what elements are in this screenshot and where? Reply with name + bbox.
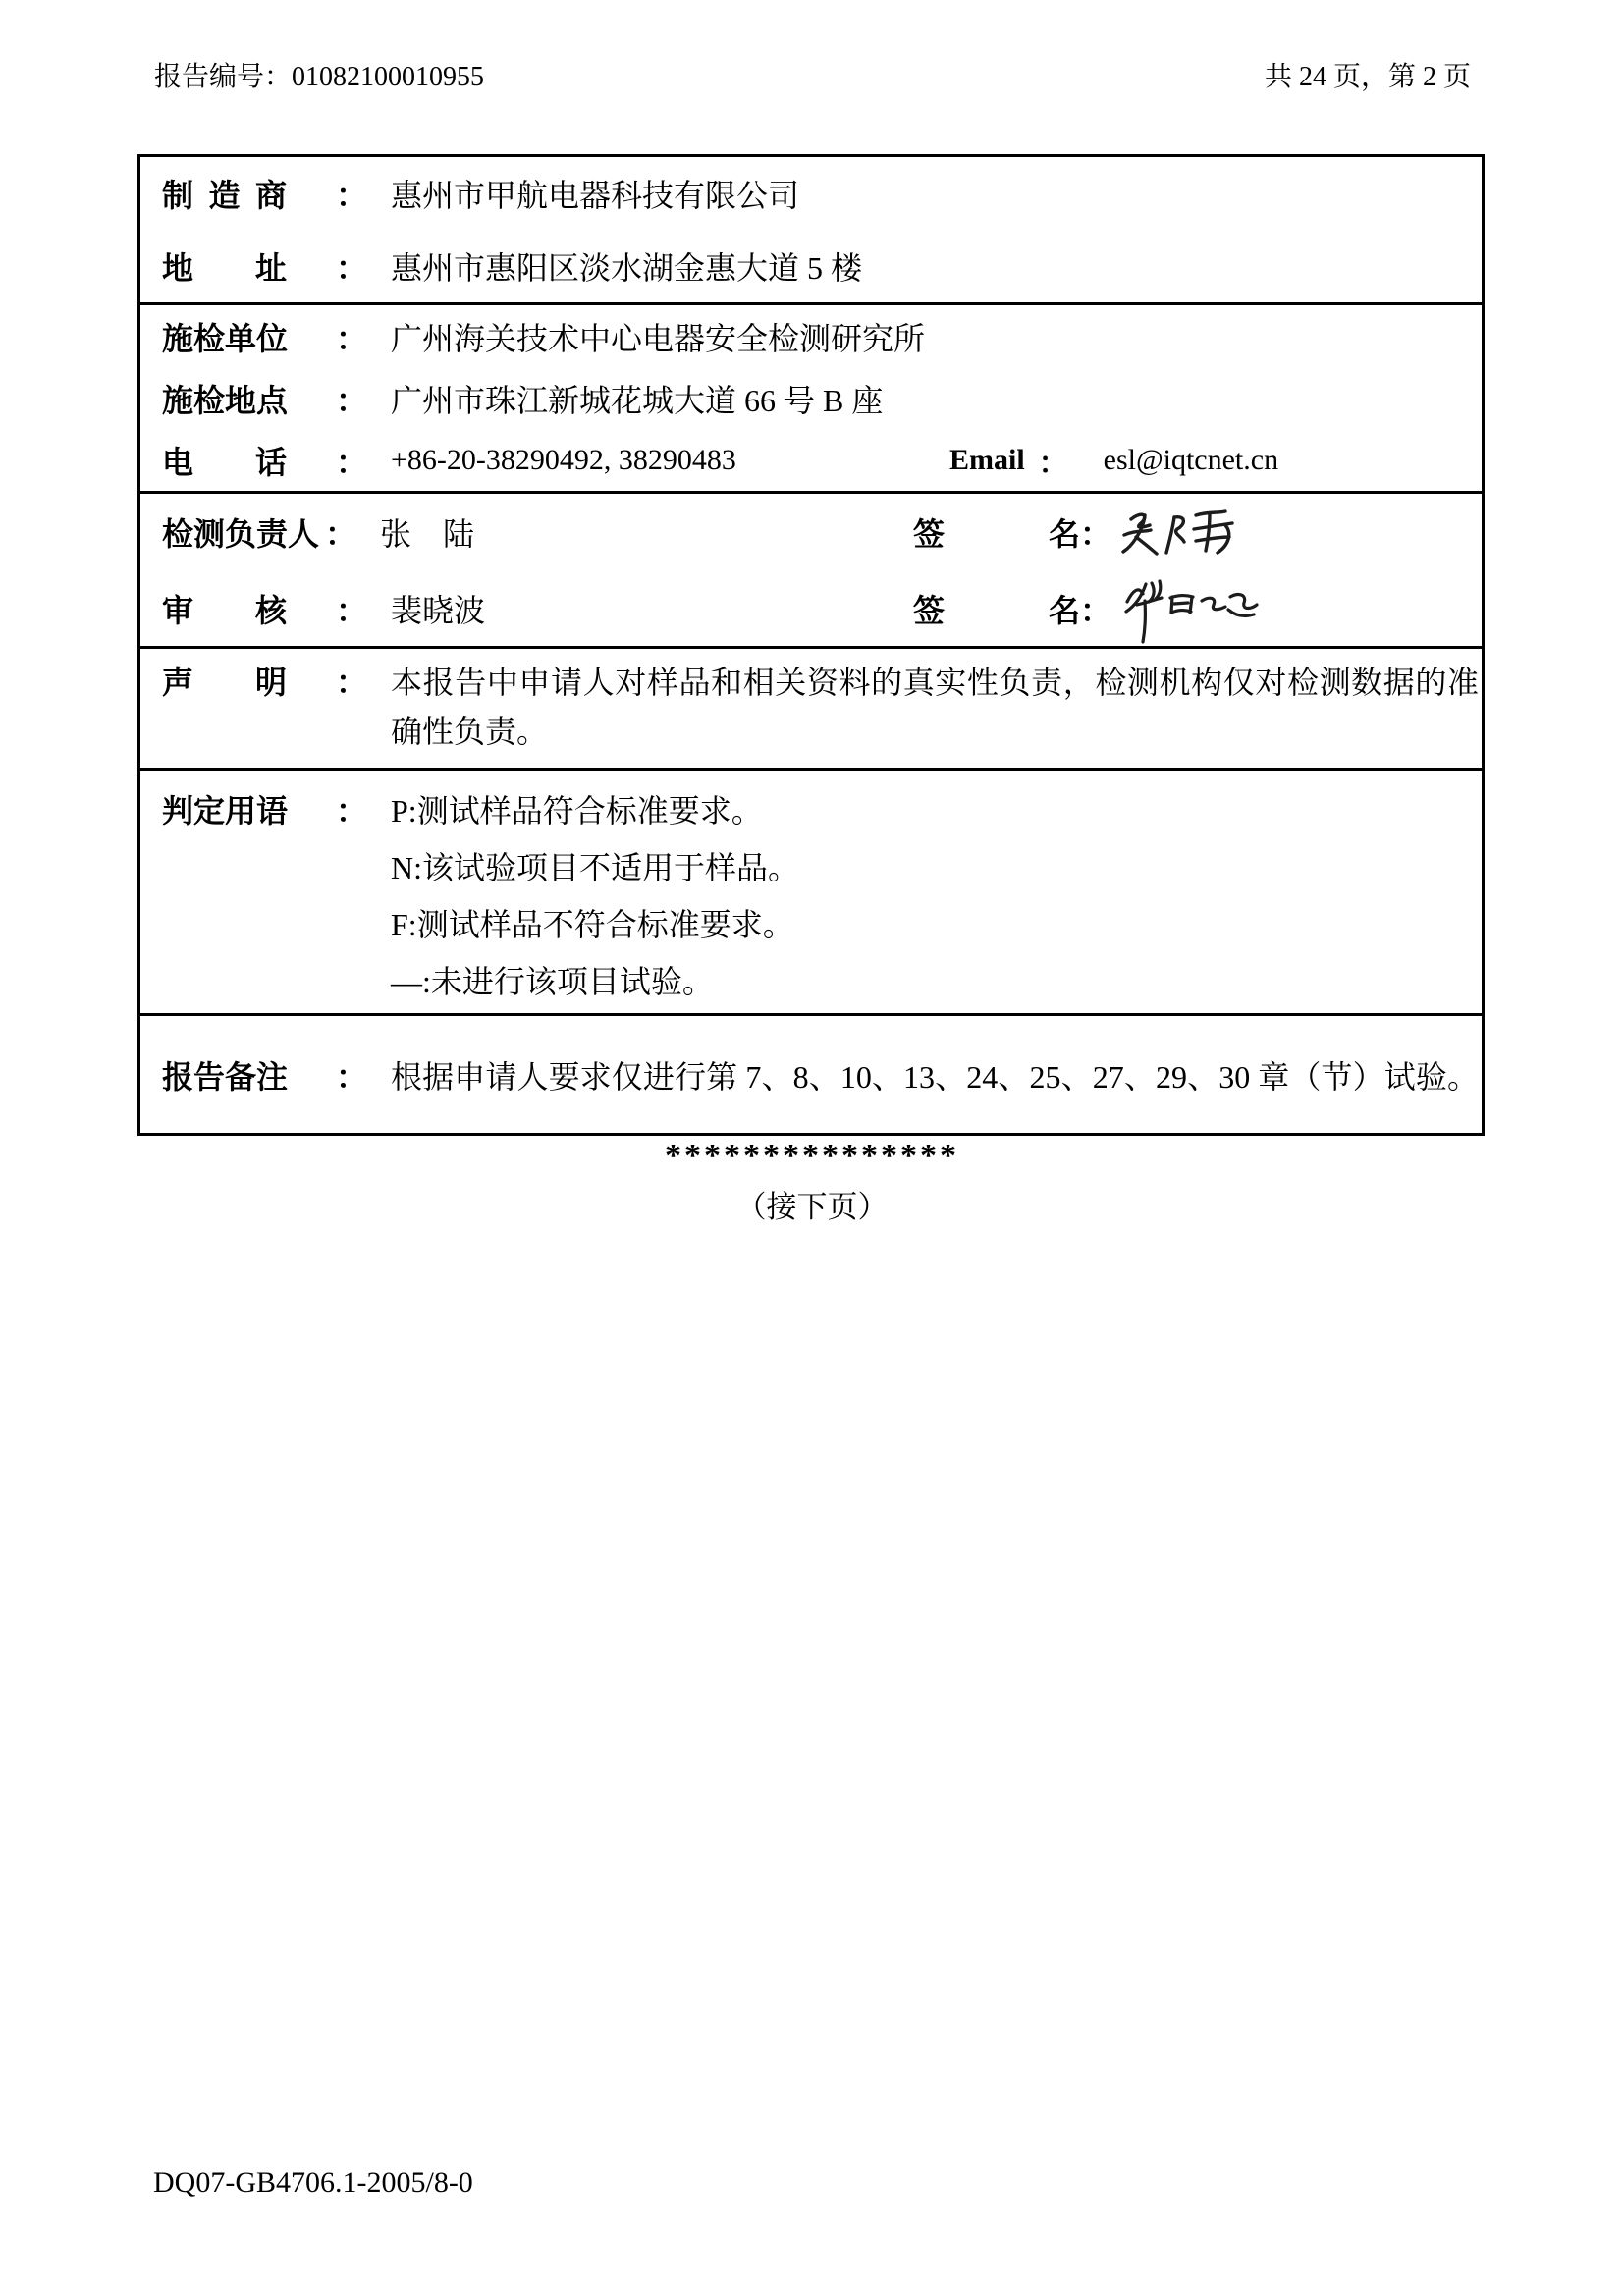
address-label: 地址 (162, 250, 287, 286)
statement-row (140, 649, 1482, 768)
colon: ： (336, 592, 368, 628)
colon: ： (336, 793, 368, 828)
inspection-unit-value: 广州海关技术中心电器安全检测研究所 (391, 320, 926, 356)
colon: ： (336, 250, 368, 286)
section-signatures (140, 491, 1482, 646)
phone-value: +86-20-38290492, 38290483 (391, 443, 736, 476)
phone-row (140, 429, 1482, 491)
manufacturer-row (140, 157, 1482, 230)
colon: ： (336, 382, 368, 418)
colon: ： (1080, 592, 1112, 628)
inspection-place-label: 施检地点 (162, 382, 289, 418)
test-leader-row (140, 494, 1482, 570)
remark-value: 根据申请人要求仅进行第 7、8、10、13、24、25、27、29、30 章（节）试验。 (391, 1058, 1479, 1095)
report-number-value: 01082100010955 (292, 62, 485, 92)
verdict-item-pass: P:测试样品符合标准要求。 (391, 793, 763, 828)
section-statement (140, 646, 1482, 768)
section-inspection (140, 302, 1482, 491)
address-value: 惠州市惠阳区淡水湖金惠大道 5 楼 (391, 250, 863, 286)
signature-test-leader-image (1115, 507, 1243, 558)
remark-row (140, 1016, 1482, 1133)
verdict-item-not-tested: —:未进行该项目试验。 (391, 964, 714, 999)
reviewer-label: 审核 (162, 592, 287, 628)
colon: ： (336, 178, 368, 213)
stars-separator: *************** (665, 1138, 959, 1174)
address-row (140, 230, 1482, 302)
page-count: 共 24 页，第 2 页 (1264, 62, 1471, 92)
inspection-place-value: 广州市珠江新城花城大道 66 号 B 座 (391, 382, 884, 418)
reviewer-row (140, 570, 1482, 646)
colon: ： (325, 516, 357, 552)
manufacturer-value: 惠州市甲航电器科技有限公司 (391, 178, 800, 213)
sign-label: 签名 (913, 592, 1080, 628)
inspection-unit-row (140, 305, 1482, 367)
verdict-item-fail: F:测试样品不符合标准要求。 (391, 907, 794, 942)
report-info-table (137, 154, 1485, 1136)
verdict-item-na: N:该试验项目不适用于样品。 (391, 850, 800, 885)
manufacturer-label: 制造商 (162, 178, 287, 213)
colon: ： (336, 1058, 368, 1095)
section-remark (140, 1013, 1482, 1133)
colon: ： (336, 444, 368, 480)
reviewer-sign-group (913, 570, 1263, 646)
verdict-terms-row (140, 771, 1482, 1013)
continued-next-page: （接下页） (735, 1190, 889, 1224)
section-manufacturer (140, 157, 1482, 302)
report-number-label: 报告编号： (154, 62, 293, 92)
test-leader-label: 检测负责人 (162, 516, 320, 552)
reviewer-value: 裴晓波 (391, 592, 486, 628)
email-value: esl@iqtcnet.cn (1103, 443, 1279, 476)
inspection-place-row (140, 367, 1482, 429)
colon: ： (1038, 447, 1068, 480)
sign-label: 签名 (913, 516, 1080, 552)
remark-label: 报告备注 (162, 1058, 289, 1095)
document-code: DQ07-GB4706.1-2005/8-0 (153, 2166, 473, 2199)
email-group (949, 429, 1278, 491)
test-leader-sign-group (913, 494, 1243, 570)
report-number (154, 61, 484, 94)
colon: ： (336, 320, 368, 356)
inspection-unit-label: 施检单位 (162, 320, 289, 356)
signature-reviewer-image (1115, 574, 1263, 643)
verdict-terms-label: 判定用语 (162, 793, 289, 828)
section-verdict-terms (140, 768, 1482, 1013)
email-label: Email (949, 443, 1025, 476)
statement-label: 声明 (162, 665, 287, 700)
test-leader-value: 张 陆 (380, 516, 475, 552)
statement-value: 本报告中申请人对样品和相关资料的真实性负责，检测机构仅对检测数据的准确性负责。 (391, 665, 1479, 749)
page-header (154, 61, 1471, 94)
verdict-list (391, 782, 799, 1010)
colon: ： (1080, 516, 1112, 552)
phone-label: 电话 (162, 444, 287, 480)
colon: ： (336, 665, 368, 700)
